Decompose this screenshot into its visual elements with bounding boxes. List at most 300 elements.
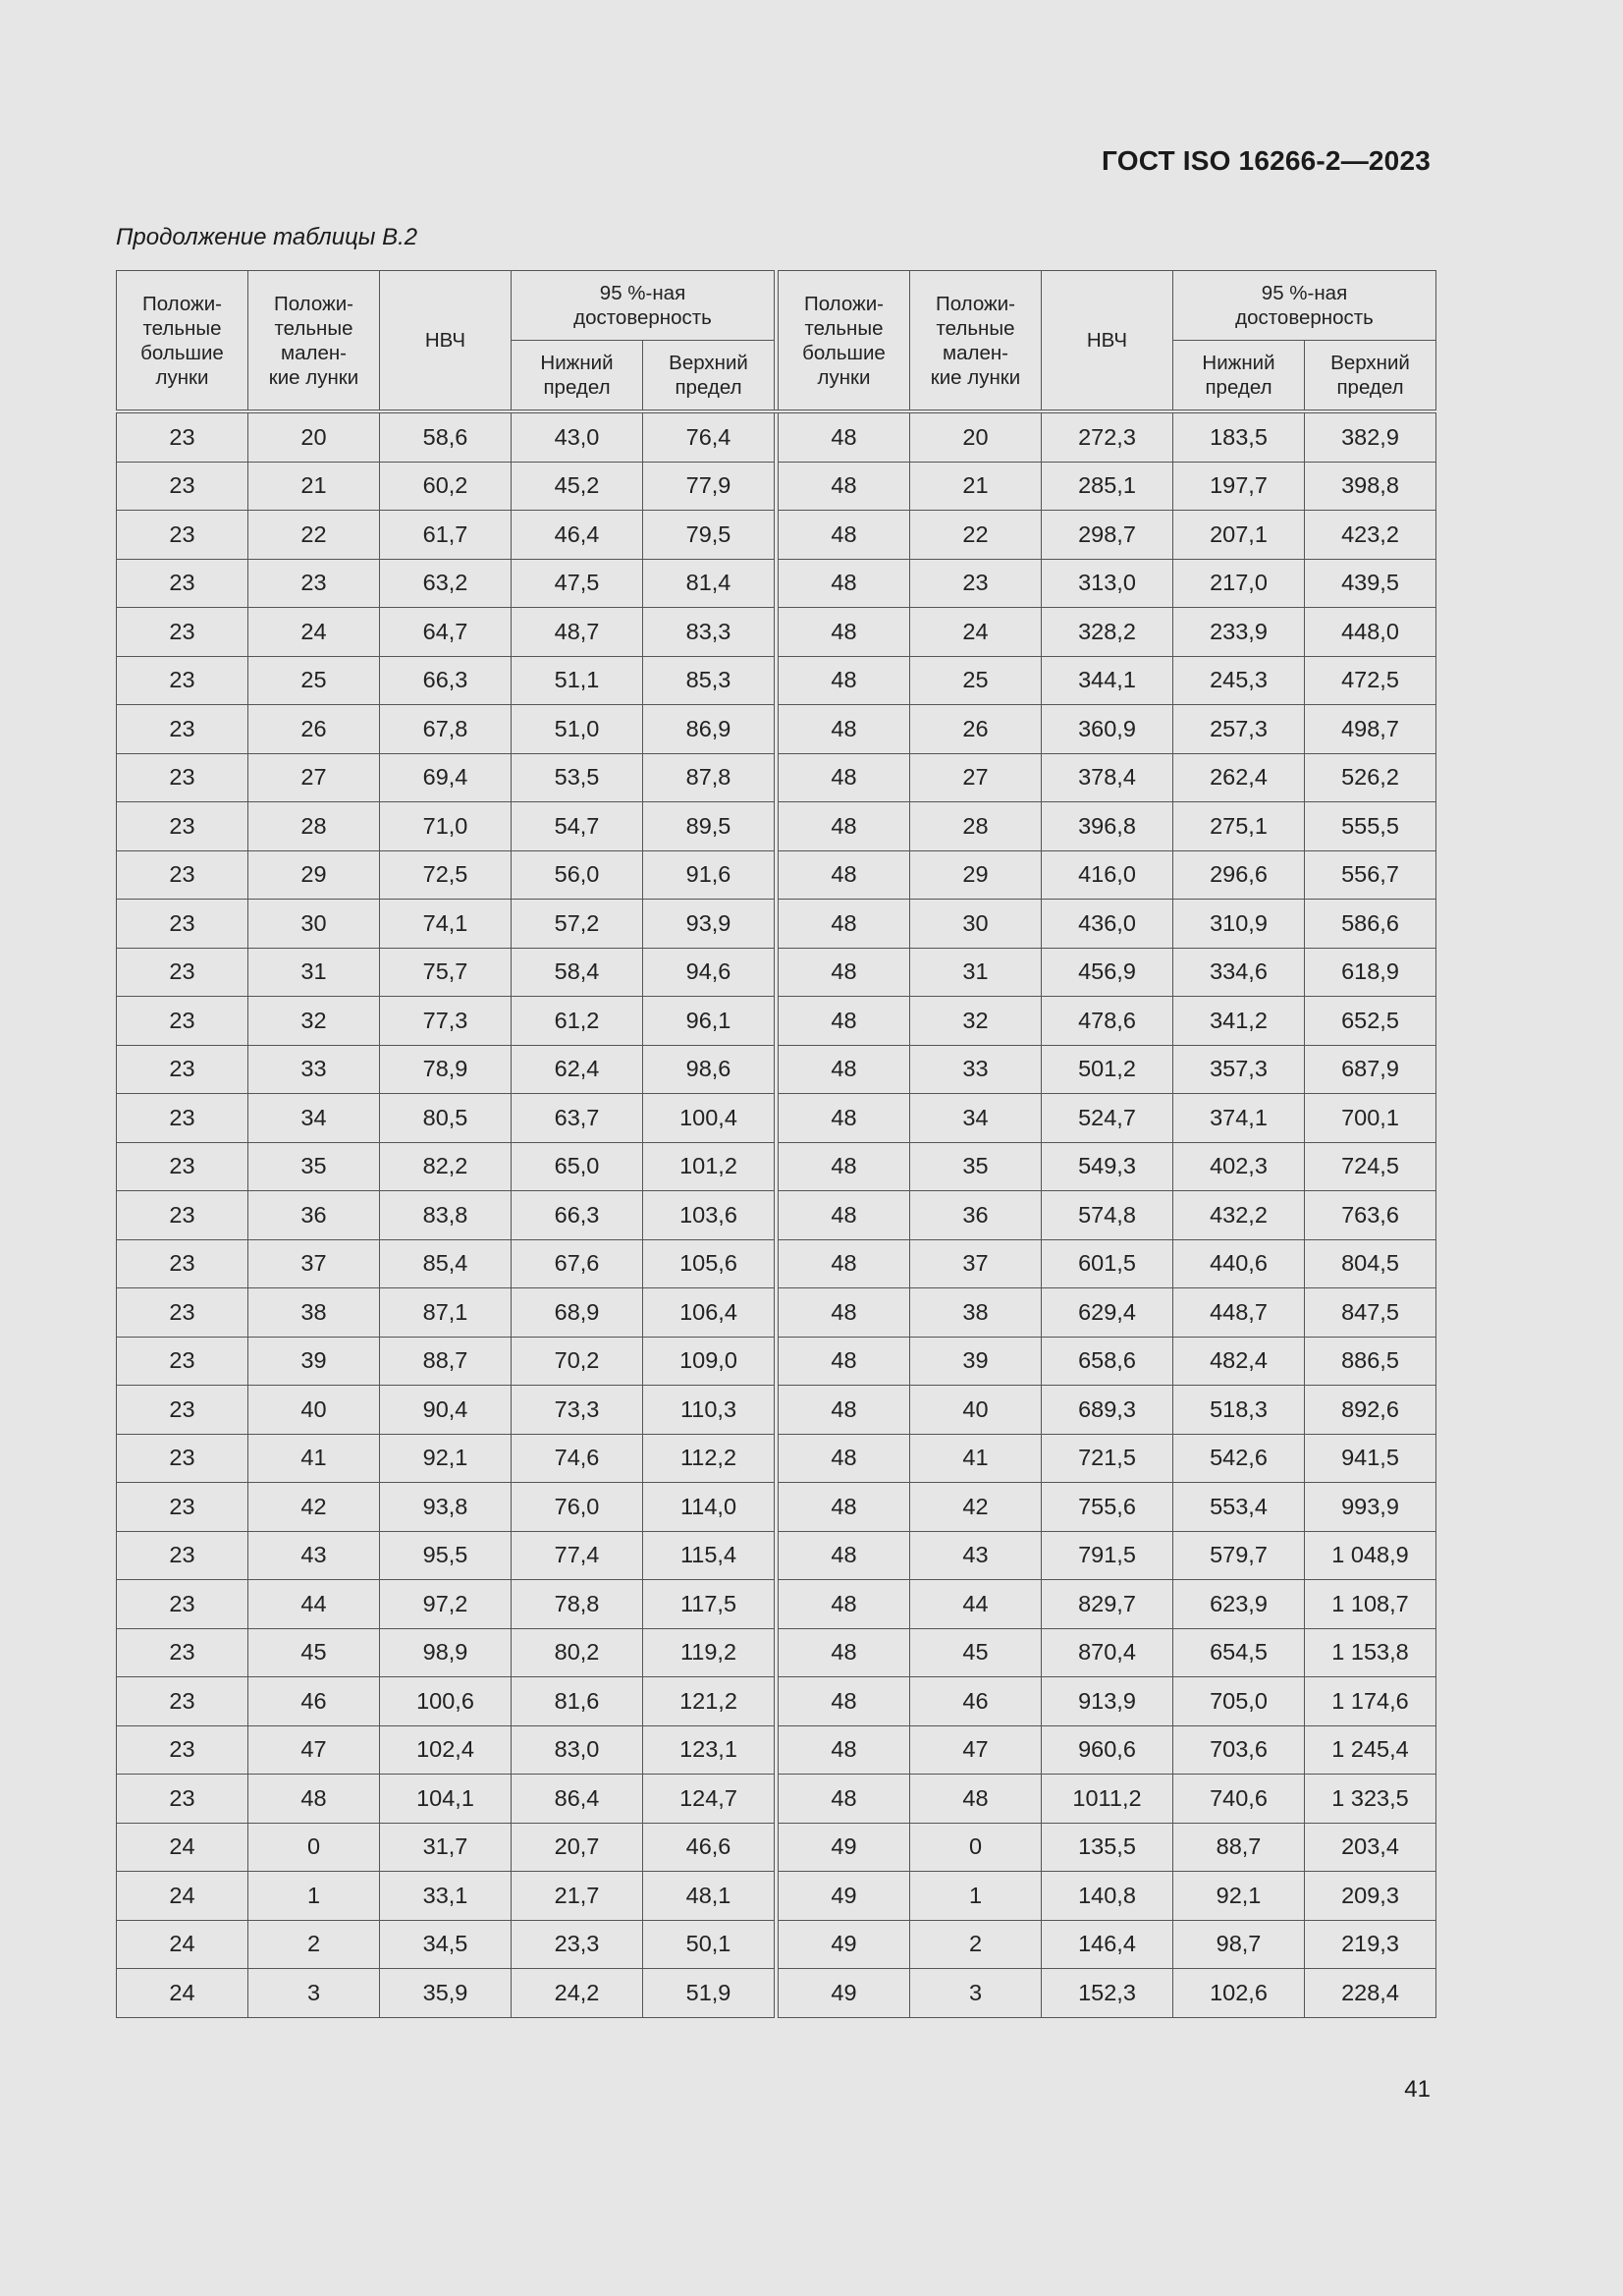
- table-cell: 48: [779, 608, 910, 657]
- table-cell: 31,7: [380, 1823, 512, 1872]
- table-cell: 482,4: [1173, 1337, 1305, 1386]
- table-cell: 96,1: [643, 997, 775, 1046]
- table-cell: 50,1: [643, 1920, 775, 1969]
- table-cell: 21: [248, 462, 380, 511]
- table-cell: 22: [910, 511, 1042, 560]
- table-cell: 85,4: [380, 1239, 512, 1288]
- table-cell: 524,7: [1042, 1094, 1173, 1143]
- table-cell: 472,5: [1305, 656, 1436, 705]
- document-code: ГОСТ ISO 16266-2—2023: [1102, 145, 1431, 176]
- table-cell: 48: [779, 1628, 910, 1677]
- table-cell: 23: [117, 997, 248, 1046]
- table-cell: 48: [779, 1337, 910, 1386]
- table-cell: 24: [117, 1969, 248, 2018]
- table-cell: 103,6: [643, 1191, 775, 1240]
- table-cell: 498,7: [1305, 705, 1436, 754]
- table-row: [117, 900, 1436, 949]
- table-cell: 721,5: [1042, 1434, 1173, 1483]
- table-cell: 48: [779, 1191, 910, 1240]
- table-row: [117, 1872, 1436, 1921]
- table-cell: 100,4: [643, 1094, 775, 1143]
- table-cell: 24: [248, 608, 380, 657]
- table-cell: 91,6: [643, 850, 775, 900]
- header-large-wells: Положи- тельные большие лунки: [117, 271, 248, 412]
- table-cell: 77,3: [380, 997, 512, 1046]
- table-cell: 23: [117, 802, 248, 851]
- table-cell: 37: [910, 1239, 1042, 1288]
- table-row: [117, 411, 1436, 462]
- table-cell: 58,4: [512, 948, 643, 997]
- table-cell: 121,2: [643, 1677, 775, 1726]
- table-row: [117, 997, 1436, 1046]
- table-cell: 70,2: [512, 1337, 643, 1386]
- table-cell: 34,5: [380, 1920, 512, 1969]
- table-cell: 763,6: [1305, 1191, 1436, 1240]
- table-cell: 48,7: [512, 608, 643, 657]
- table-cell: 82,2: [380, 1142, 512, 1191]
- table-cell: 146,4: [1042, 1920, 1173, 1969]
- table-cell: 29: [910, 850, 1042, 900]
- table-cell: 1 323,5: [1305, 1775, 1436, 1824]
- table-cell: 48: [779, 1775, 910, 1824]
- table-cell: 436,0: [1042, 900, 1173, 949]
- table-cell: 47,5: [512, 559, 643, 608]
- table-cell: 97,2: [380, 1580, 512, 1629]
- mpn-table-container: [116, 270, 1432, 2018]
- table-cell: 83,0: [512, 1725, 643, 1775]
- table-cell: 48,1: [643, 1872, 775, 1921]
- table-cell: 80,2: [512, 1628, 643, 1677]
- header-small-wells-right: Положи- тельные мален- кие лунки: [910, 271, 1042, 412]
- table-cell: 24: [910, 608, 1042, 657]
- table-cell: 20: [910, 411, 1042, 462]
- table-row: [117, 1580, 1436, 1629]
- table-cell: 92,1: [1173, 1872, 1305, 1921]
- table-cell: 46: [910, 1677, 1042, 1726]
- table-cell: 382,9: [1305, 411, 1436, 462]
- table-cell: 35: [910, 1142, 1042, 1191]
- table-cell: 106,4: [643, 1288, 775, 1338]
- table-cell: 1 153,8: [1305, 1628, 1436, 1677]
- table-row: [117, 1094, 1436, 1143]
- table-cell: 23: [117, 656, 248, 705]
- table-cell: 23: [117, 1337, 248, 1386]
- table-cell: 124,7: [643, 1775, 775, 1824]
- table-cell: 27: [910, 753, 1042, 802]
- table-cell: 28: [910, 802, 1042, 851]
- table-cell: 3: [910, 1969, 1042, 2018]
- table-cell: 3: [248, 1969, 380, 2018]
- table-cell: 886,5: [1305, 1337, 1436, 1386]
- table-cell: 65,0: [512, 1142, 643, 1191]
- table-cell: 48: [779, 948, 910, 997]
- table-cell: 30: [248, 900, 380, 949]
- table-cell: 23: [117, 1628, 248, 1677]
- table-cell: 49: [779, 1969, 910, 2018]
- table-cell: 601,5: [1042, 1239, 1173, 1288]
- mpn-table: [116, 270, 1436, 2018]
- table-cell: 36: [910, 1191, 1042, 1240]
- table-row: [117, 1434, 1436, 1483]
- table-cell: 34: [910, 1094, 1042, 1143]
- table-cell: 553,4: [1173, 1483, 1305, 1532]
- table-cell: 47: [910, 1725, 1042, 1775]
- table-cell: 63,7: [512, 1094, 643, 1143]
- table-cell: 23: [117, 705, 248, 754]
- table-cell: 33: [248, 1045, 380, 1094]
- table-cell: 48: [779, 1434, 910, 1483]
- table-cell: 870,4: [1042, 1628, 1173, 1677]
- table-cell: 119,2: [643, 1628, 775, 1677]
- table-cell: 90,4: [380, 1386, 512, 1435]
- table-cell: 0: [910, 1823, 1042, 1872]
- table-cell: 48: [779, 1045, 910, 1094]
- table-cell: 46,4: [512, 511, 643, 560]
- table-cell: 829,7: [1042, 1580, 1173, 1629]
- table-cell: 76,4: [643, 411, 775, 462]
- table-cell: 23: [117, 1191, 248, 1240]
- table-cell: 69,4: [380, 753, 512, 802]
- table-cell: 77,4: [512, 1531, 643, 1580]
- table-cell: 48: [779, 411, 910, 462]
- table-row: [117, 1920, 1436, 1969]
- header-large-wells-right: Положи- тельные большие лунки: [779, 271, 910, 412]
- table-cell: 48: [779, 559, 910, 608]
- table-cell: 23: [117, 1775, 248, 1824]
- table-cell: 110,3: [643, 1386, 775, 1435]
- table-cell: 1011,2: [1042, 1775, 1173, 1824]
- table-cell: 23: [117, 411, 248, 462]
- table-cell: 41: [248, 1434, 380, 1483]
- table-cell: 48: [779, 1094, 910, 1143]
- table-row: [117, 1191, 1436, 1240]
- table-cell: 35,9: [380, 1969, 512, 2018]
- table-cell: 92,1: [380, 1434, 512, 1483]
- table-cell: 114,0: [643, 1483, 775, 1532]
- table-cell: 78,9: [380, 1045, 512, 1094]
- table-row: [117, 753, 1436, 802]
- table-cell: 40: [910, 1386, 1042, 1435]
- table-cell: 24: [117, 1823, 248, 1872]
- table-cell: 79,5: [643, 511, 775, 560]
- table-row: [117, 1725, 1436, 1775]
- table-cell: 87,1: [380, 1288, 512, 1338]
- table-cell: 61,2: [512, 997, 643, 1046]
- table-body: [117, 411, 1436, 2017]
- table-cell: 1 048,9: [1305, 1531, 1436, 1580]
- table-cell: 31: [910, 948, 1042, 997]
- table-cell: 86,4: [512, 1775, 643, 1824]
- table-cell: 78,8: [512, 1580, 643, 1629]
- table-cell: 43: [910, 1531, 1042, 1580]
- table-cell: 72,5: [380, 850, 512, 900]
- table-cell: 48: [248, 1775, 380, 1824]
- table-cell: 68,9: [512, 1288, 643, 1338]
- table-cell: 20,7: [512, 1823, 643, 1872]
- table-cell: 51,0: [512, 705, 643, 754]
- table-cell: 100,6: [380, 1677, 512, 1726]
- table-cell: 81,4: [643, 559, 775, 608]
- table-cell: 2: [248, 1920, 380, 1969]
- table-cell: 272,3: [1042, 411, 1173, 462]
- table-cell: 54,7: [512, 802, 643, 851]
- table-cell: 28: [248, 802, 380, 851]
- table-row: [117, 850, 1436, 900]
- table-cell: 48: [779, 1677, 910, 1726]
- table-cell: 48: [779, 753, 910, 802]
- table-cell: 98,6: [643, 1045, 775, 1094]
- table-cell: 740,6: [1173, 1775, 1305, 1824]
- table-cell: 285,1: [1042, 462, 1173, 511]
- table-cell: 85,3: [643, 656, 775, 705]
- table-cell: 48: [779, 1239, 910, 1288]
- table-cell: 49: [779, 1872, 910, 1921]
- table-cell: 23: [117, 948, 248, 997]
- table-row: [117, 1775, 1436, 1824]
- table-cell: 117,5: [643, 1580, 775, 1629]
- table-cell: 48: [779, 656, 910, 705]
- table-cell: 1 245,4: [1305, 1725, 1436, 1775]
- table-cell: 48: [779, 997, 910, 1046]
- table-cell: 57,2: [512, 900, 643, 949]
- header-mpn: НВЧ: [380, 271, 512, 412]
- table-cell: 48: [779, 1531, 910, 1580]
- table-cell: 257,3: [1173, 705, 1305, 754]
- table-cell: 26: [910, 705, 1042, 754]
- table-row: [117, 1337, 1436, 1386]
- table-cell: 30: [910, 900, 1042, 949]
- table-cell: 23: [117, 1045, 248, 1094]
- table-cell: 501,2: [1042, 1045, 1173, 1094]
- table-row: [117, 802, 1436, 851]
- table-row: [117, 1969, 1436, 2018]
- table-cell: 80,5: [380, 1094, 512, 1143]
- table-cell: 398,8: [1305, 462, 1436, 511]
- table-cell: 42: [248, 1483, 380, 1532]
- table-cell: 104,1: [380, 1775, 512, 1824]
- table-cell: 313,0: [1042, 559, 1173, 608]
- table-row: [117, 1483, 1436, 1532]
- table-cell: 94,6: [643, 948, 775, 997]
- table-cell: 556,7: [1305, 850, 1436, 900]
- table-cell: 1 108,7: [1305, 1580, 1436, 1629]
- table-cell: 39: [248, 1337, 380, 1386]
- table-cell: 101,2: [643, 1142, 775, 1191]
- table-cell: 25: [248, 656, 380, 705]
- table-cell: 705,0: [1173, 1677, 1305, 1726]
- table-cell: 23: [117, 462, 248, 511]
- table-cell: 310,9: [1173, 900, 1305, 949]
- table-cell: 439,5: [1305, 559, 1436, 608]
- table-cell: 416,0: [1042, 850, 1173, 900]
- table-cell: 45: [910, 1628, 1042, 1677]
- table-cell: 913,9: [1042, 1677, 1173, 1726]
- table-cell: 724,5: [1305, 1142, 1436, 1191]
- table-cell: 46,6: [643, 1823, 775, 1872]
- table-cell: 48: [779, 1386, 910, 1435]
- table-cell: 623,9: [1173, 1580, 1305, 1629]
- table-cell: 658,6: [1042, 1337, 1173, 1386]
- table-row: [117, 1288, 1436, 1338]
- table-cell: 135,5: [1042, 1823, 1173, 1872]
- table-cell: 64,7: [380, 608, 512, 657]
- table-cell: 112,2: [643, 1434, 775, 1483]
- table-cell: 941,5: [1305, 1434, 1436, 1483]
- table-cell: 49: [779, 1920, 910, 1969]
- table-cell: 689,3: [1042, 1386, 1173, 1435]
- table-cell: 549,3: [1042, 1142, 1173, 1191]
- table-row: [117, 462, 1436, 511]
- table-cell: 115,4: [643, 1531, 775, 1580]
- table-cell: 47: [248, 1725, 380, 1775]
- table-row: [117, 511, 1436, 560]
- table-cell: 48: [779, 1580, 910, 1629]
- table-cell: 804,5: [1305, 1239, 1436, 1288]
- table-cell: 586,6: [1305, 900, 1436, 949]
- table-row: [117, 705, 1436, 754]
- table-cell: 23: [117, 1580, 248, 1629]
- header-upper-limit: Верхний предел: [643, 341, 775, 412]
- table-cell: 440,6: [1173, 1239, 1305, 1288]
- table-cell: 67,8: [380, 705, 512, 754]
- table-cell: 48: [779, 1288, 910, 1338]
- table-cell: 700,1: [1305, 1094, 1436, 1143]
- table-cell: 45: [248, 1628, 380, 1677]
- table-row: [117, 608, 1436, 657]
- table-cell: 74,6: [512, 1434, 643, 1483]
- table-cell: 48: [779, 705, 910, 754]
- table-cell: 20: [248, 411, 380, 462]
- table-row: [117, 559, 1436, 608]
- table-header: [117, 271, 1436, 412]
- table-cell: 275,1: [1173, 802, 1305, 851]
- table-cell: 993,9: [1305, 1483, 1436, 1532]
- table-cell: 262,4: [1173, 753, 1305, 802]
- table-cell: 36: [248, 1191, 380, 1240]
- table-cell: 34: [248, 1094, 380, 1143]
- table-cell: 43,0: [512, 411, 643, 462]
- table-cell: 93,8: [380, 1483, 512, 1532]
- table-cell: 26: [248, 705, 380, 754]
- table-cell: 102,4: [380, 1725, 512, 1775]
- table-cell: 334,6: [1173, 948, 1305, 997]
- table-cell: 76,0: [512, 1483, 643, 1532]
- table-cell: 71,0: [380, 802, 512, 851]
- table-cell: 23: [117, 1288, 248, 1338]
- table-cell: 77,9: [643, 462, 775, 511]
- table-cell: 48: [779, 802, 910, 851]
- table-cell: 542,6: [1173, 1434, 1305, 1483]
- table-row: [117, 1142, 1436, 1191]
- table-row: [117, 656, 1436, 705]
- table-cell: 48: [779, 1483, 910, 1532]
- table-cell: 44: [248, 1580, 380, 1629]
- table-cell: 23: [910, 559, 1042, 608]
- table-row: [117, 1045, 1436, 1094]
- table-cell: 23: [117, 753, 248, 802]
- table-cell: 152,3: [1042, 1969, 1173, 2018]
- table-cell: 24,2: [512, 1969, 643, 2018]
- table-cell: 29: [248, 850, 380, 900]
- table-cell: 98,7: [1173, 1920, 1305, 1969]
- table-cell: 21,7: [512, 1872, 643, 1921]
- table-cell: 396,8: [1042, 802, 1173, 851]
- table-cell: 89,5: [643, 802, 775, 851]
- table-cell: 432,2: [1173, 1191, 1305, 1240]
- table-row: [117, 1677, 1436, 1726]
- table-cell: 48: [779, 900, 910, 949]
- table-cell: 45,2: [512, 462, 643, 511]
- table-cell: 341,2: [1173, 997, 1305, 1046]
- table-cell: 38: [910, 1288, 1042, 1338]
- table-cell: 328,2: [1042, 608, 1173, 657]
- table-cell: 755,6: [1042, 1483, 1173, 1532]
- table-cell: 579,7: [1173, 1531, 1305, 1580]
- table-cell: 35: [248, 1142, 380, 1191]
- table-cell: 360,9: [1042, 705, 1173, 754]
- table-cell: 74,1: [380, 900, 512, 949]
- table-cell: 703,6: [1173, 1725, 1305, 1775]
- table-row: [117, 1628, 1436, 1677]
- table-cell: 38: [248, 1288, 380, 1338]
- table-cell: 83,3: [643, 608, 775, 657]
- table-cell: 48: [779, 1725, 910, 1775]
- table-cell: 58,6: [380, 411, 512, 462]
- table-row: [117, 1386, 1436, 1435]
- table-cell: 652,5: [1305, 997, 1436, 1046]
- table-cell: 555,5: [1305, 802, 1436, 851]
- table-cell: 49: [779, 1823, 910, 1872]
- table-cell: 21: [910, 462, 1042, 511]
- table-cell: 207,1: [1173, 511, 1305, 560]
- table-cell: 203,4: [1305, 1823, 1436, 1872]
- table-cell: 23: [117, 1677, 248, 1726]
- table-cell: 75,7: [380, 948, 512, 997]
- table-cell: 25: [910, 656, 1042, 705]
- table-cell: 2: [910, 1920, 1042, 1969]
- table-cell: 378,4: [1042, 753, 1173, 802]
- table-cell: 48: [779, 511, 910, 560]
- table-cell: 23: [117, 1386, 248, 1435]
- table-cell: 40: [248, 1386, 380, 1435]
- table-cell: 81,6: [512, 1677, 643, 1726]
- table-cell: 67,6: [512, 1239, 643, 1288]
- header-confidence-right: 95 %-ная достоверность: [1173, 271, 1436, 341]
- table-cell: 98,9: [380, 1628, 512, 1677]
- table-cell: 228,4: [1305, 1969, 1436, 2018]
- table-cell: 66,3: [380, 656, 512, 705]
- table-cell: 183,5: [1173, 411, 1305, 462]
- table-cell: 86,9: [643, 705, 775, 754]
- table-cell: 687,9: [1305, 1045, 1436, 1094]
- table-cell: 32: [910, 997, 1042, 1046]
- table-row: [117, 1531, 1436, 1580]
- table-cell: 23: [117, 1725, 248, 1775]
- table-cell: 42: [910, 1483, 1042, 1532]
- table-row: [117, 1239, 1436, 1288]
- table-cell: 23: [117, 900, 248, 949]
- table-cell: 478,6: [1042, 997, 1173, 1046]
- table-cell: 32: [248, 997, 380, 1046]
- table-cell: 43: [248, 1531, 380, 1580]
- table-cell: 374,1: [1173, 1094, 1305, 1143]
- table-cell: 296,6: [1173, 850, 1305, 900]
- table-cell: 93,9: [643, 900, 775, 949]
- table-cell: 83,8: [380, 1191, 512, 1240]
- table-cell: 88,7: [380, 1337, 512, 1386]
- table-row: [117, 1823, 1436, 1872]
- table-cell: 217,0: [1173, 559, 1305, 608]
